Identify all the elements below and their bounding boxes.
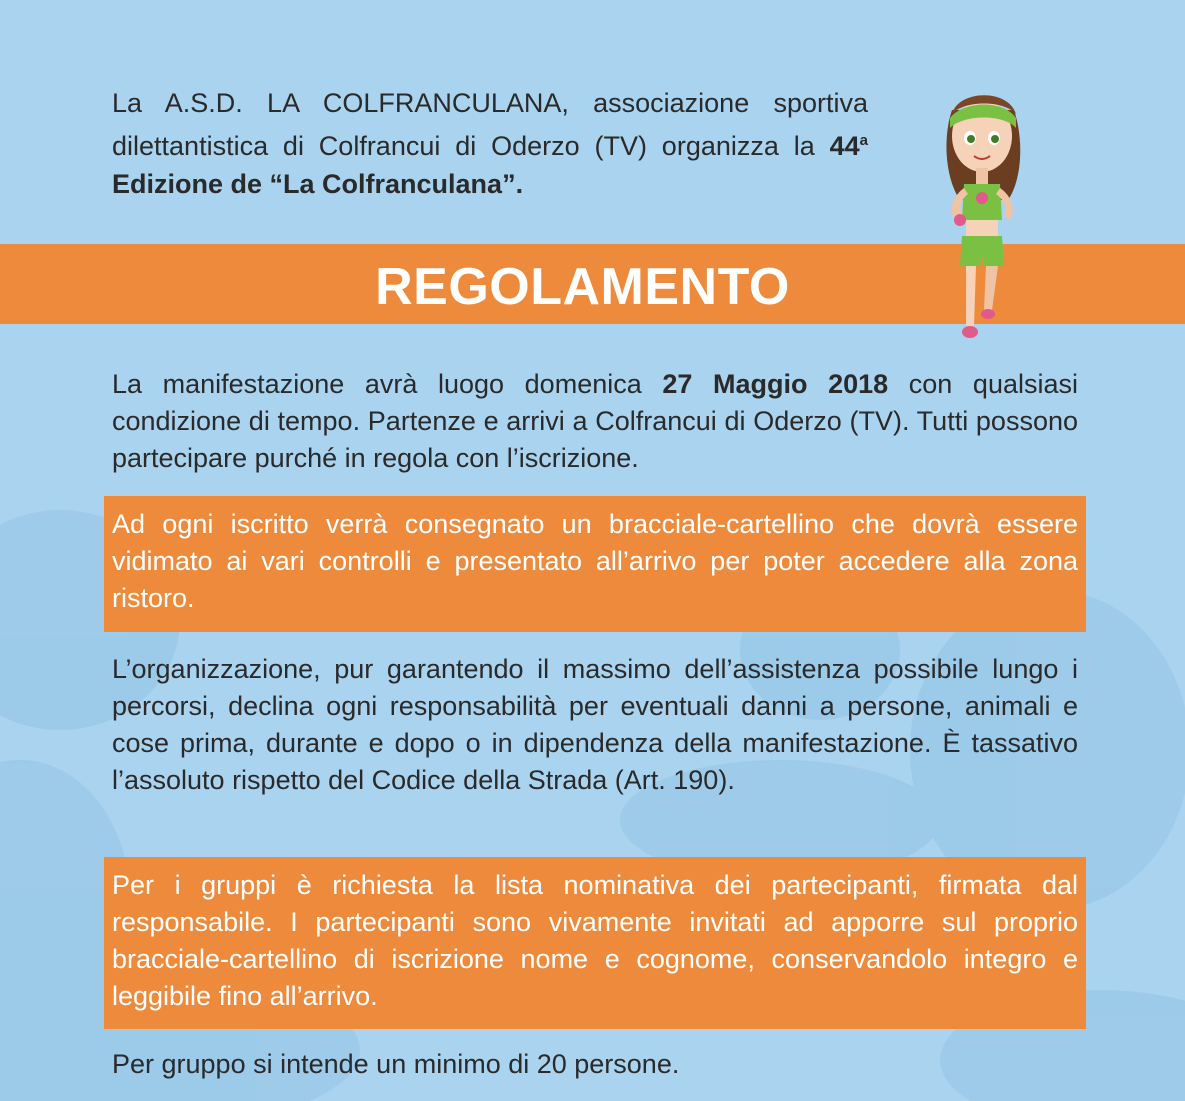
paragraph-date-text: La manifestazione avrà luogo domenica (112, 369, 663, 399)
group-minimum-note: Per gruppo si intende un minimo di 20 persone. (112, 1049, 680, 1079)
bracelet-notice-text: Ad ogni iscritto verrà consegnato un bracciale-cartellino che dovrà essere vidimato ai vari controlli e presentato all’arrivo per poter accedere alla zona ristoro. (112, 509, 1078, 613)
paragraph-date-text-after: con qualsiasi condizione di tempo. Partenze e arrivi a Colfrancui di Oderzo (TV). Tutti possono partecipare purché in regola con l’iscrizione. (112, 369, 1078, 473)
edition-label: 44$^a$ Edizione de “La Colfranculana”. (112, 131, 868, 199)
event-date: 27 Maggio 2018 (662, 369, 889, 399)
paragraph-date (112, 366, 1078, 477)
runner-girl-icon (924, 70, 1044, 350)
responsibility-text: L’organizzazione, pur garantendo il massimo dell’assistenza possibile lungo i percorsi, declina ogni responsabilità per eventuali danni a persone, animali e cose prima, durante e dopo o in dipendenza della manifestazione. È tassativo l’assoluto rispetto del Codice della Strada (Art. 190). (112, 654, 1078, 795)
groups-notice-text: Per i gruppi è richiesta la lista nominativa dei partecipanti, firmata dal responsabile. I partecipanti sono vivamente invitati ad apporre sul proprio bracciale-cartellino di iscrizione nome e cognome, conservandolo integro e leggibile fino all’arrivo. (112, 870, 1078, 1011)
intro-paragraph (112, 84, 868, 203)
page-title: REGOLAMENTO (375, 258, 790, 316)
bracelet-notice-box (104, 496, 1086, 632)
groups-notice-box (104, 857, 1086, 1029)
intro-text: La A.S.D. LA COLFRANCULANA, associazione sportiva dilettantistica di Colfrancui di Oderzo (TV) organizza la (112, 88, 868, 161)
responsibility-paragraph (112, 651, 1078, 799)
